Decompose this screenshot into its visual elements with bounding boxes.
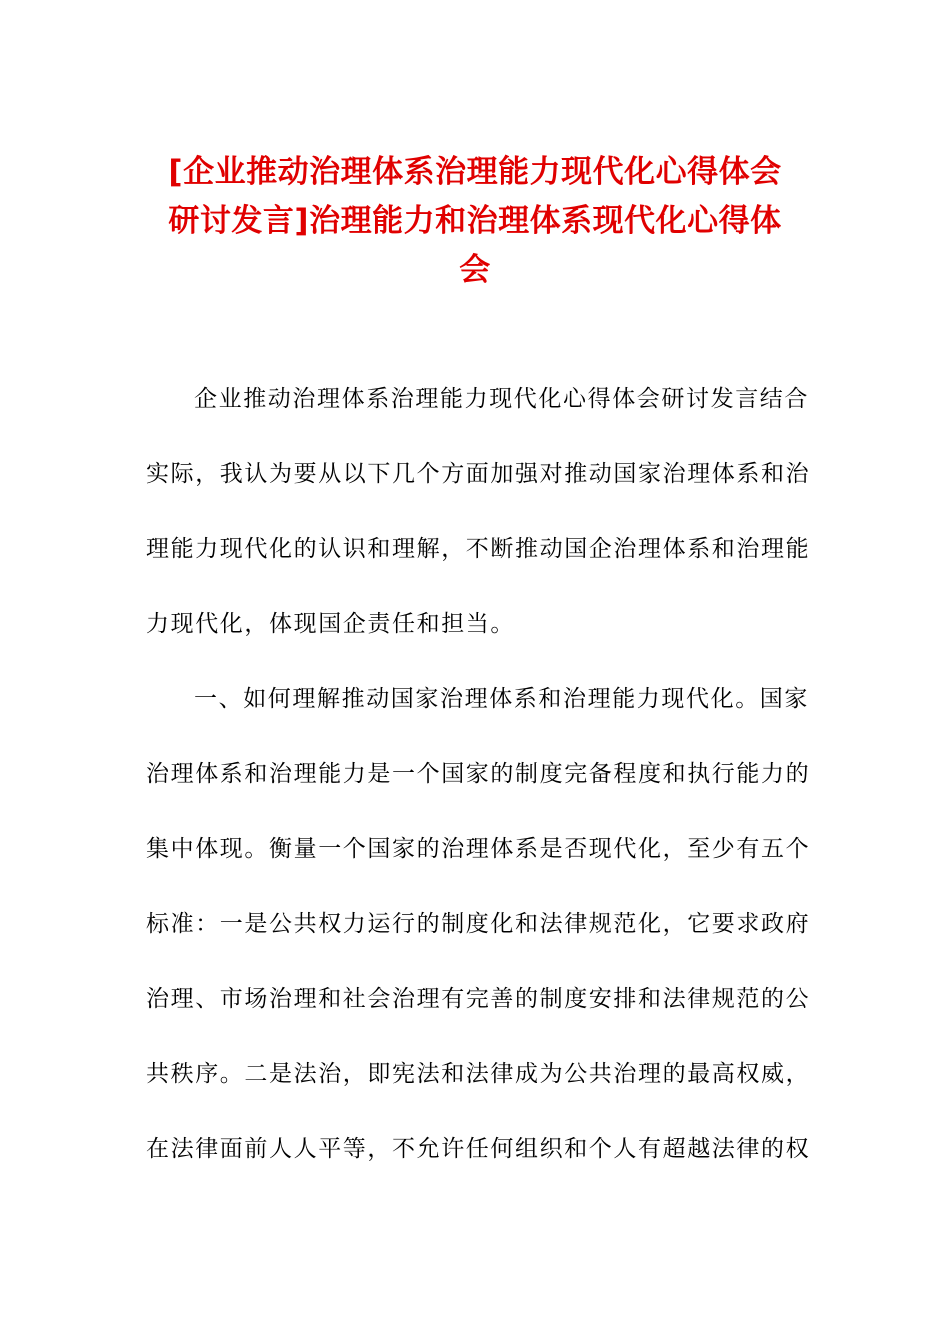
paragraph-1-line: 企业推动治理体系治理能力现代化心得体会研讨发言结合 [194,386,809,412]
paragraph-1-line: 实际，我认为要从以下几个方面加强对推动国家治理体系和治 [146,461,811,487]
paragraph-2-line: 治理、市场治理和社会治理有完善的制度安排和法律规范的公 [146,986,811,1012]
title-line: 研讨发言]治理能力和治理体系现代化心得体 [168,203,782,239]
title-line: 会 [459,252,491,288]
document-title [140,148,810,295]
paragraph-2-line: 在法律面前人人平等，不允许任何组织和个人有超越法律的权 [146,1136,811,1162]
paragraph-2-line: 标准：一是公共权力运行的制度化和法律规范化，它要求政府 [146,911,811,937]
title-line: [企业推动治理体系治理能力现代化心得体会 [168,154,782,190]
paragraph-2-line: 共秩序。二是法治，即宪法和法律成为公共治理的最高权威， [146,1061,811,1087]
paragraph-2-line: 治理体系和治理能力是一个国家的制度完备程度和执行能力的 [146,761,811,787]
paragraph-1-line: 力现代化，体现国企责任和担当。 [146,611,515,637]
paragraph-2-line: 一、如何理解推动国家治理体系和治理能力现代化。国家 [194,686,809,712]
paragraph-2-line: 集中体现。衡量一个国家的治理体系是否现代化，至少有五个 [146,836,811,862]
paragraph-1-line: 理能力现代化的认识和理解，不断推动国企治理体系和治理能 [146,536,811,562]
